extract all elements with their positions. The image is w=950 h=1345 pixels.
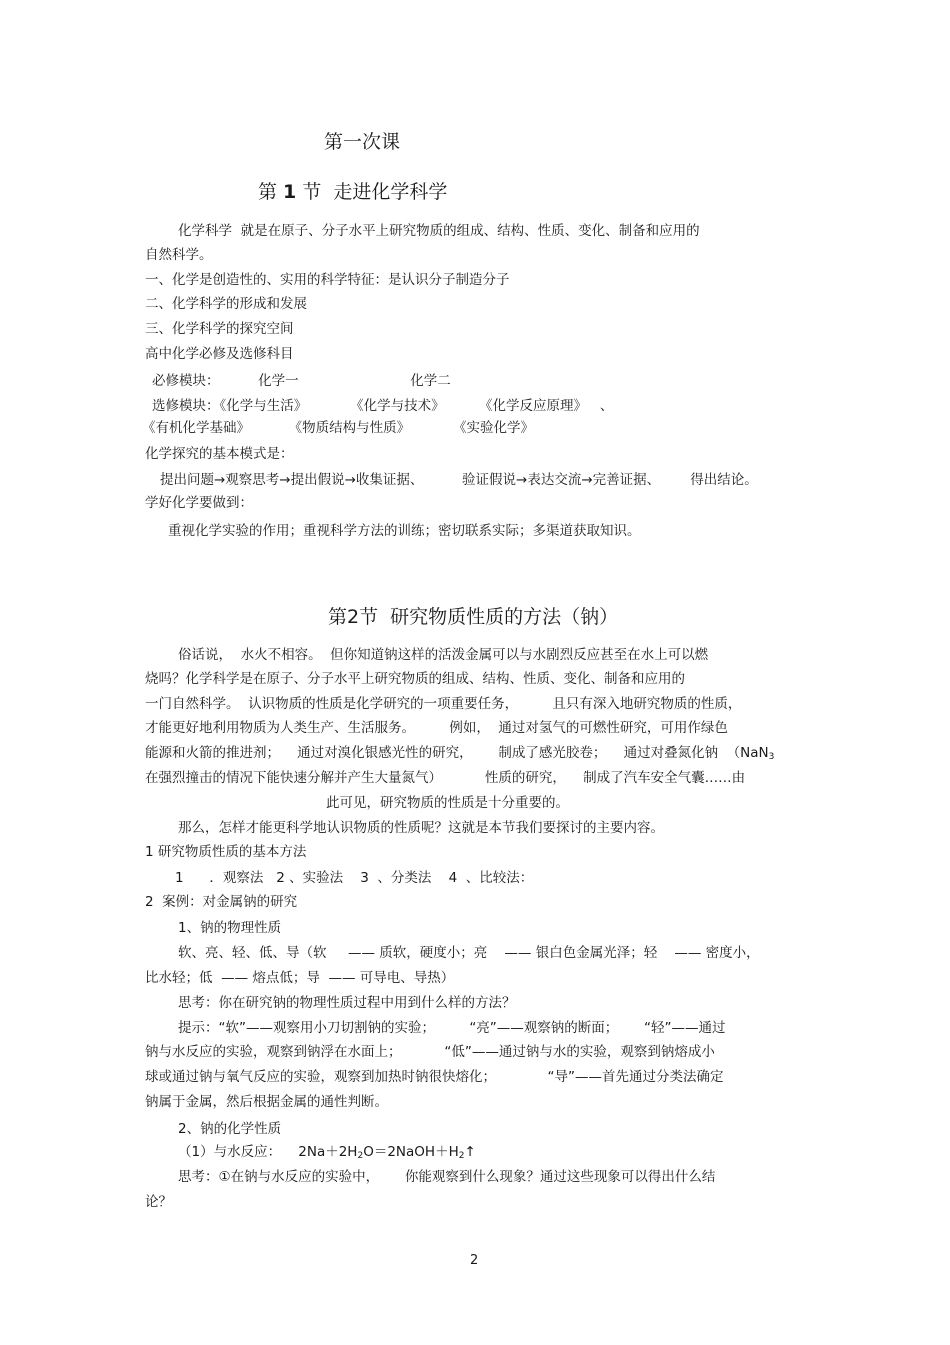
paragraph-line: 俗话说， 水火不相容。 但你知道钠这样的活泼金属可以与水剧烈反应甚至在水上可以燃 <box>178 647 709 663</box>
paragraph-line: 软、亮、轻、低、导（软 —— 质软，硬度小；亮 —— 银白色金属光泽；轻 —— 密度小， <box>178 945 760 961</box>
paragraph-line: 球或通过钠与氧气反应的实验，观察到加热时钠很快熔化； “导”——首先通过分类法确定 <box>145 1069 724 1085</box>
page-number: 2 <box>470 1253 479 1268</box>
section-2-heading: 第2节 研究物质性质的方法（钠） <box>328 606 619 628</box>
paragraph-line: 2、钠的化学性质 <box>178 1121 282 1137</box>
paragraph-line: 思考：你在研究钠的物理性质过程中用到什么样的方法？ <box>178 995 516 1011</box>
section-1-prefix: 第 <box>258 181 284 203</box>
equation-text: （1）与水反应： 2Na＋2H <box>178 1144 358 1160</box>
equation-line <box>178 1143 476 1165</box>
section-1-title: 节 走进化学科学 <box>296 181 448 203</box>
paragraph-line: 烧吗？化学科学是在原子、分子水平上研究物质的组成、结构、性质、变化、制备和应用的 <box>145 671 685 687</box>
paragraph-line: 《有机化学基础》 《物质结构与性质》 《实验化学》 <box>142 420 535 436</box>
equation-text: O＝2NaOH＋H <box>363 1144 459 1160</box>
paragraph-line: 思考：①在钠与水反应的实验中， 你能观察到什么现象？通过这些现象可以得出什么结 <box>178 1169 716 1185</box>
arrow-up-icon: ↑ <box>464 1144 476 1160</box>
paragraph-line: 化学探究的基本模式是： <box>145 446 294 462</box>
paragraph-line: 高中化学必修及选修科目 <box>145 346 294 362</box>
paragraph-text: 能源和火箭的推进剂； 通过对溴化银感光性的研究， 制成了感光胶卷； 通过对叠氮化钠 （NaN <box>145 745 769 761</box>
paragraph-line: 钠与水反应的实验，观察到钠浮在水面上； “低”——通过钠与水的实验，观察到钠熔成小 <box>145 1044 715 1060</box>
subscript: 2 <box>458 1151 465 1161</box>
paragraph-line: 论？ <box>145 1194 172 1210</box>
paragraph-line: 在强烈撞击的情况下能快速分解并产生大量氮气） 性质的研究， 制成了汽车安全气囊……由 <box>145 770 746 786</box>
paragraph-line: 必修模块： 化学一 化学二 <box>152 373 451 389</box>
section-1-heading <box>258 180 447 204</box>
paragraph-line <box>145 744 774 766</box>
paragraph-line: 此可见，研究物质的性质是十分重要的。 <box>326 795 569 811</box>
section-1-number: 1 <box>283 181 297 203</box>
lesson-title: 第一次课 <box>324 131 401 153</box>
paragraph-line: 三、化学科学的探究空间 <box>145 321 294 337</box>
paragraph-line: 2 案例：对金属钠的研究 <box>145 894 298 910</box>
paragraph-line: 1、钠的物理性质 <box>178 920 282 936</box>
paragraph-line: 选修模块：《化学与生活》 《化学与技术》 《化学反应原理》 、 <box>152 398 614 414</box>
paragraph-line: 化学科学 就是在原子、分子水平上研究物质的组成、结构、性质、变化、制备和应用的 <box>178 223 700 239</box>
paragraph-line: 一门自然科学。 认识物质的性质是化学研究的一项重要任务， 且只有深入地研究物质的性质， <box>145 696 742 712</box>
paragraph-line: 学好化学要做到： <box>145 495 253 511</box>
paragraph-line: 二、化学科学的形成和发展 <box>145 296 307 312</box>
subscript: 2 <box>357 1151 364 1161</box>
paragraph-line: 自然科学。 <box>145 247 213 263</box>
paragraph-line: 提示：“软”——观察用小刀切割钠的实验； “亮”——观察钠的断面； “轻”——通过 <box>178 1020 726 1036</box>
paragraph-line: 比水轻；低 —— 熔点低；导 —— 可导电、导热） <box>145 970 455 986</box>
paragraph-line: 提出问题→观察思考→提出假说→收集证据、 验证假说→表达交流→完善证据、 得出结论。 <box>160 472 758 488</box>
paragraph-line: 一、化学是创造性的、实用的科学特征：是认识分子制造分子 <box>145 272 510 288</box>
paragraph-line: 重视化学实验的作用；重视科学方法的训练；密切联系实际；多渠道获取知识。 <box>168 523 641 539</box>
paragraph-line: 才能更好地利用物质为人类生产、生活服务。 例如， 通过对氢气的可燃性研究，可用作绿色 <box>145 720 728 736</box>
paragraph-line: 1 ．观察法 2 、实验法 3 、分类法 4 、比较法： <box>175 870 534 886</box>
subscript: 3 <box>768 752 775 762</box>
paragraph-line: 1 研究物质性质的基本方法 <box>145 844 307 860</box>
paragraph-line: 那么，怎样才能更科学地认识物质的性质呢？这就是本节我们要探讨的主要内容。 <box>178 820 664 836</box>
paragraph-line: 钠属于金属，然后根据金属的通性判断。 <box>145 1094 388 1110</box>
